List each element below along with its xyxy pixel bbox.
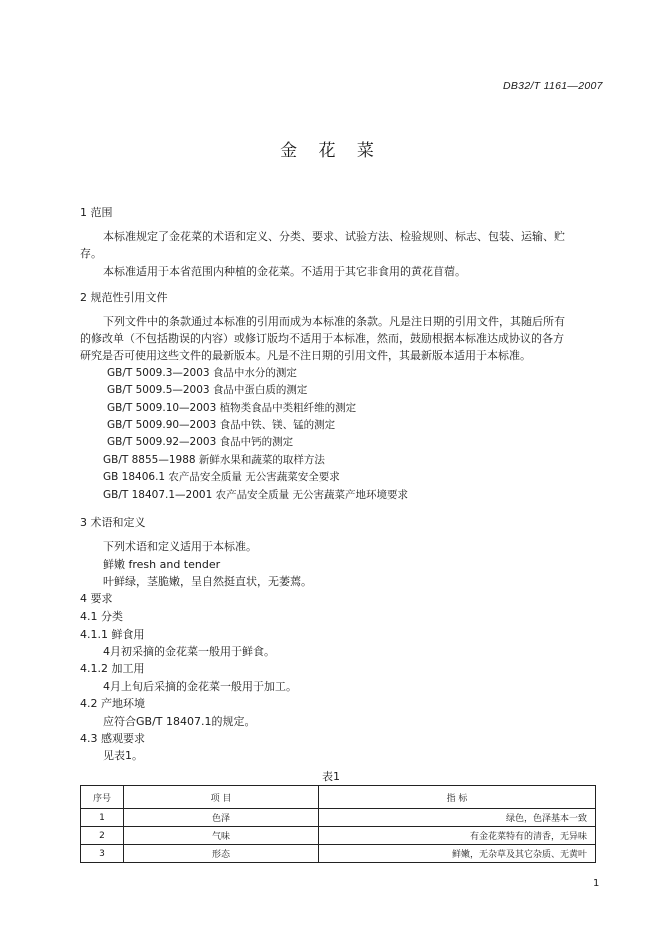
reference-item: GB/T 5009.10—2003 植物类食品中类粗纤维的测定 bbox=[107, 402, 357, 414]
cell-indicator: 鲜嫩，无杂草及其它杂质、无黄叶 bbox=[319, 845, 596, 863]
table-row bbox=[81, 827, 596, 845]
page-number: 1 bbox=[593, 878, 600, 889]
reference-item: GB/T 18407.1—2001 农产品安全质量 无公害蔬菜产地环境要求 bbox=[103, 489, 408, 501]
cell-item: 色泽 bbox=[124, 809, 319, 827]
cell-number: 2 bbox=[81, 827, 124, 845]
section-2-paragraph-line-2: 的修改单（不包括勘误的内容）或修订版均不适用于本标准，然而，鼓励根据本标准达成协议的各方 bbox=[80, 332, 564, 345]
section-1-heading: 1 范围 bbox=[80, 206, 113, 219]
section-4-1-1-paragraph: 4月初采摘的金花菜一般用于鲜食。 bbox=[103, 645, 275, 658]
section-2-paragraph-line-1: 下列文件中的条款通过本标准的引用而成为本标准的条款。凡是注日期的引用文件，其随后所有 bbox=[103, 315, 565, 328]
reference-item: GB/T 5009.90—2003 食品中铁、镁、锰的测定 bbox=[107, 419, 336, 431]
reference-item: GB/T 8855—1988 新鲜水果和蔬菜的取样方法 bbox=[103, 454, 325, 466]
reference-item: GB 18406.1 农产品安全质量 无公害蔬菜安全要求 bbox=[103, 471, 340, 483]
section-4-1-heading: 4.1 分类 bbox=[80, 610, 123, 623]
reference-item: GB/T 5009.3—2003 食品中水分的测定 bbox=[107, 367, 297, 379]
table-header-row bbox=[81, 786, 596, 809]
section-4-1-2-heading: 4.1.2 加工用 bbox=[80, 662, 145, 675]
document-code: DB32/T 1161—2007 bbox=[503, 80, 603, 92]
section-4-3-paragraph: 见表1。 bbox=[103, 749, 143, 762]
section-4-1-1-heading: 4.1.1 鲜食用 bbox=[80, 628, 145, 641]
cell-item: 气味 bbox=[124, 827, 319, 845]
section-1-paragraph-1-line-1: 本标准规定了金花菜的术语和定义、分类、要求、试验方法、检验规则、标志、包装、运输、贮 bbox=[103, 230, 565, 243]
section-4-1-2-paragraph: 4月上旬后采摘的金花菜一般用于加工。 bbox=[103, 680, 297, 693]
section-4-2-heading: 4.2 产地环境 bbox=[80, 697, 145, 710]
page-title: 金 花 菜 bbox=[280, 141, 382, 161]
section-1-paragraph-2: 本标准适用于本省范围内种植的金花菜。不适用于其它非食用的黄花苜蓿。 bbox=[103, 265, 466, 278]
header-number: 序号 bbox=[81, 786, 124, 809]
section-4-2-paragraph: 应符合GB/T 18407.1的规定。 bbox=[103, 715, 256, 728]
term-definition: 叶鲜绿，茎脆嫩，呈自然挺直状，无萎蔫。 bbox=[103, 575, 312, 588]
table-row bbox=[81, 809, 596, 827]
cell-indicator: 绿色，色泽基本一致 bbox=[319, 809, 596, 827]
table-row bbox=[81, 845, 596, 863]
term-name: 鲜嫩 fresh and tender bbox=[103, 558, 221, 571]
section-3-intro: 下列术语和定义适用于本标准。 bbox=[103, 540, 257, 553]
cell-number: 3 bbox=[81, 845, 124, 863]
table-caption: 表1 bbox=[322, 770, 340, 783]
section-4-heading: 4 要求 bbox=[80, 592, 113, 605]
header-item: 项 目 bbox=[124, 786, 319, 809]
sensory-requirements-table bbox=[80, 785, 596, 863]
cell-item: 形态 bbox=[124, 845, 319, 863]
cell-number: 1 bbox=[81, 809, 124, 827]
section-2-heading: 2 规范性引用文件 bbox=[80, 291, 168, 304]
reference-item: GB/T 5009.5—2003 食品中蛋白质的测定 bbox=[107, 384, 308, 396]
section-3-heading: 3 术语和定义 bbox=[80, 516, 146, 529]
section-4-3-heading: 4.3 感观要求 bbox=[80, 732, 145, 745]
cell-indicator: 有金花菜特有的清香，无异味 bbox=[319, 827, 596, 845]
section-2-paragraph-line-3: 研究是否可使用这些文件的最新版本。凡是不注日期的引用文件，其最新版本适用于本标准。 bbox=[80, 349, 531, 362]
header-indicator: 指 标 bbox=[319, 786, 596, 809]
reference-item: GB/T 5009.92—2003 食品中钙的测定 bbox=[107, 436, 294, 448]
section-1-paragraph-1-line-2: 存。 bbox=[80, 247, 102, 260]
